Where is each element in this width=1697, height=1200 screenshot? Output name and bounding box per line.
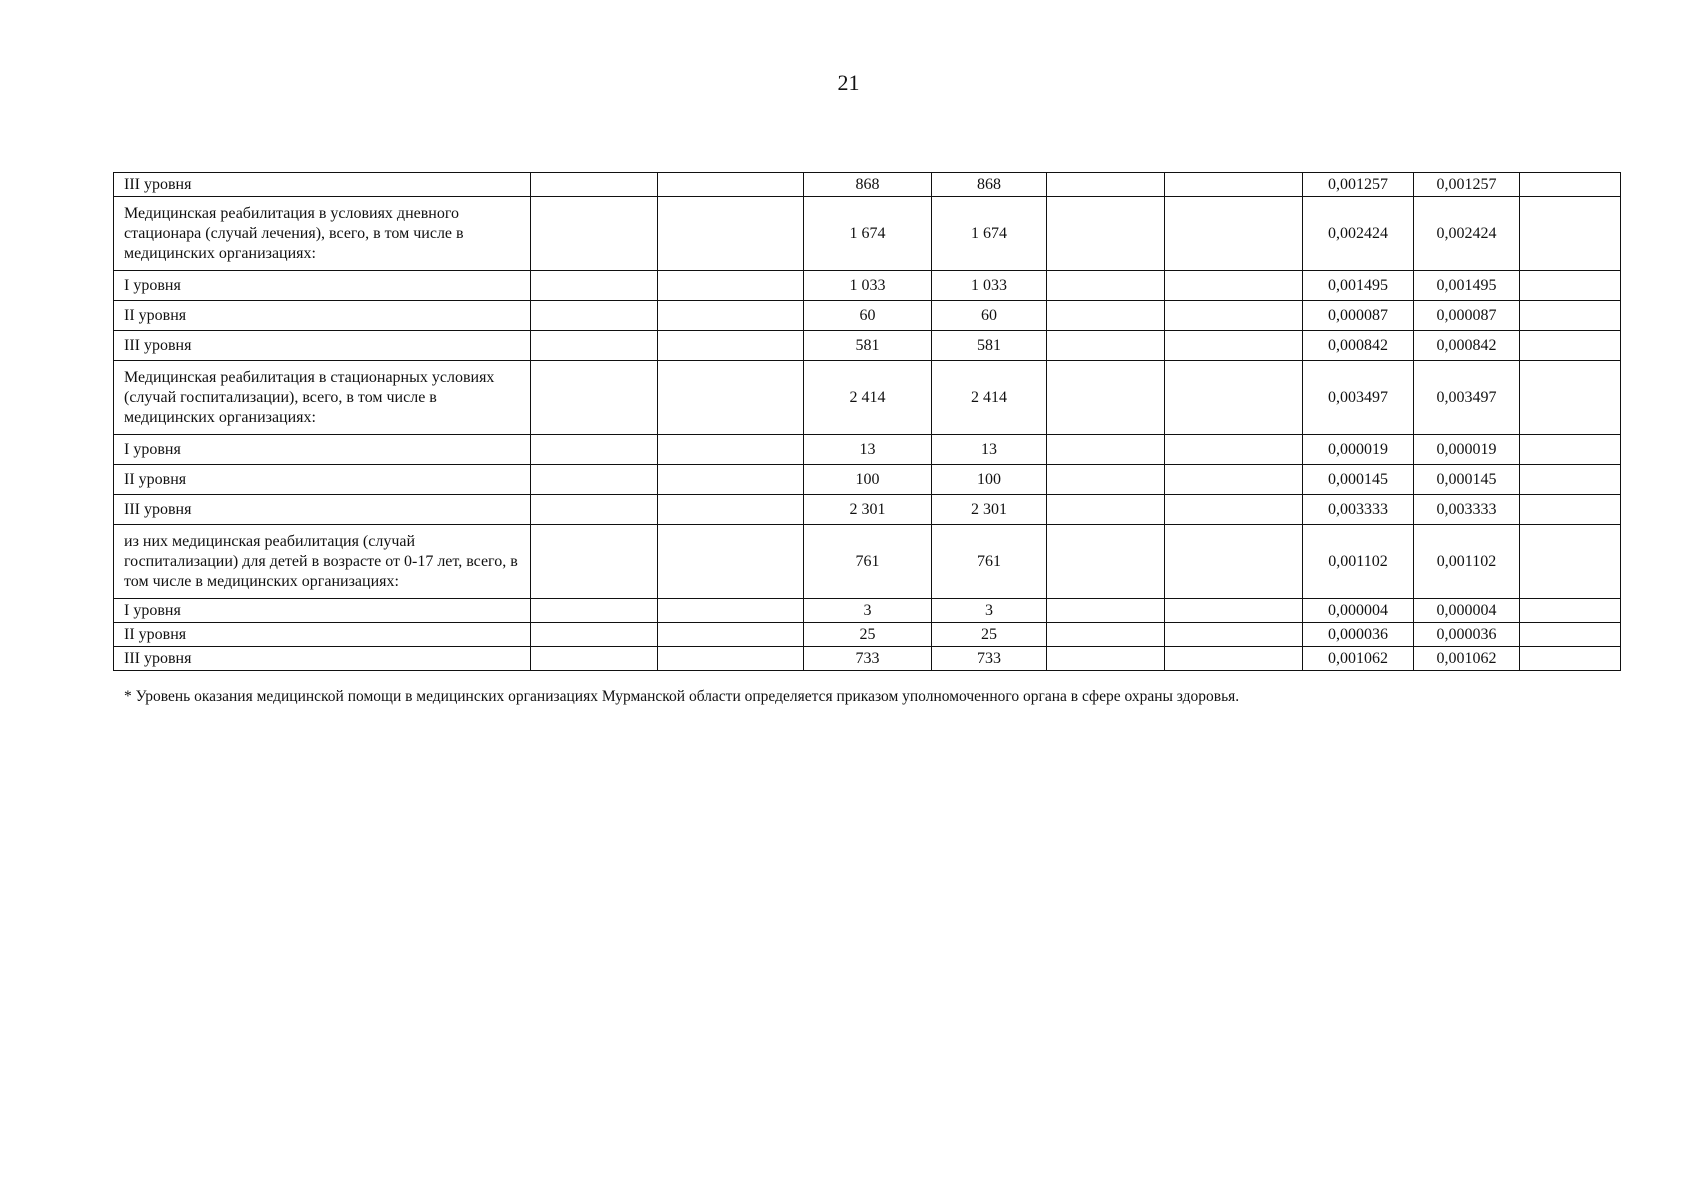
value-cell-4: 60 <box>804 301 932 331</box>
value-cell-5: 761 <box>932 525 1047 599</box>
empty-cell-6 <box>1047 331 1165 361</box>
value-cell-4: 3 <box>804 599 932 623</box>
value-cell-9: 0,000145 <box>1414 465 1520 495</box>
value-cell-9: 0,003333 <box>1414 495 1520 525</box>
empty-cell-10 <box>1520 647 1621 671</box>
empty-cell-6 <box>1047 361 1165 435</box>
empty-cell-3 <box>658 647 804 671</box>
row-label: III уровня <box>114 173 531 197</box>
footnote: * Уровень оказания медицинской помощи в медицинских организациях Мурманской области определяется приказом уполномоченного органа в сфере охраны здоровья. <box>124 688 1240 705</box>
row-label: I уровня <box>114 271 531 301</box>
empty-cell-10 <box>1520 623 1621 647</box>
value-cell-9: 0,003497 <box>1414 361 1520 435</box>
value-cell-5: 60 <box>932 301 1047 331</box>
empty-cell-6 <box>1047 525 1165 599</box>
empty-cell-10 <box>1520 495 1621 525</box>
value-cell-8: 0,000087 <box>1303 301 1414 331</box>
empty-cell-3 <box>658 435 804 465</box>
empty-cell-10 <box>1520 331 1621 361</box>
empty-cell-7 <box>1165 361 1303 435</box>
empty-cell-6 <box>1047 647 1165 671</box>
empty-cell-2 <box>531 173 658 197</box>
empty-cell-7 <box>1165 331 1303 361</box>
value-cell-8: 0,003497 <box>1303 361 1414 435</box>
empty-cell-3 <box>658 197 804 271</box>
row-label: I уровня <box>114 599 531 623</box>
table-row <box>114 271 1621 301</box>
value-cell-4: 100 <box>804 465 932 495</box>
row-label: Медицинская реабилитация в условиях дневного стационара (случай лечения), всего, в том числе в медицинских организациях: <box>114 197 531 271</box>
row-label: III уровня <box>114 647 531 671</box>
empty-cell-6 <box>1047 623 1165 647</box>
value-cell-4: 733 <box>804 647 932 671</box>
empty-cell-7 <box>1165 465 1303 495</box>
value-cell-4: 13 <box>804 435 932 465</box>
table-row <box>114 331 1621 361</box>
row-label: I уровня <box>114 435 531 465</box>
value-cell-8: 0,002424 <box>1303 197 1414 271</box>
empty-cell-10 <box>1520 173 1621 197</box>
value-cell-9: 0,000019 <box>1414 435 1520 465</box>
empty-cell-7 <box>1165 599 1303 623</box>
table-row <box>114 647 1621 671</box>
empty-cell-10 <box>1520 599 1621 623</box>
value-cell-4: 868 <box>804 173 932 197</box>
empty-cell-10 <box>1520 301 1621 331</box>
value-cell-9: 0,001102 <box>1414 525 1520 599</box>
value-cell-8: 0,000145 <box>1303 465 1414 495</box>
value-cell-8: 0,001102 <box>1303 525 1414 599</box>
value-cell-5: 25 <box>932 623 1047 647</box>
table-row <box>114 301 1621 331</box>
empty-cell-2 <box>531 197 658 271</box>
table-row <box>114 525 1621 599</box>
empty-cell-3 <box>658 173 804 197</box>
empty-cell-6 <box>1047 435 1165 465</box>
value-cell-5: 868 <box>932 173 1047 197</box>
value-cell-8: 0,000019 <box>1303 435 1414 465</box>
table-row <box>114 495 1621 525</box>
row-label: III уровня <box>114 495 531 525</box>
empty-cell-10 <box>1520 271 1621 301</box>
value-cell-5: 1 674 <box>932 197 1047 271</box>
empty-cell-6 <box>1047 495 1165 525</box>
row-label: из них медицинская реабилитация (случай госпитализации) для детей в возрасте от 0-17 лет, всего, в том числе в медицинских организациях: <box>114 525 531 599</box>
value-cell-5: 13 <box>932 435 1047 465</box>
value-cell-5: 2 301 <box>932 495 1047 525</box>
empty-cell-3 <box>658 271 804 301</box>
empty-cell-7 <box>1165 197 1303 271</box>
empty-cell-6 <box>1047 301 1165 331</box>
value-cell-8: 0,001062 <box>1303 647 1414 671</box>
table-row <box>114 599 1621 623</box>
empty-cell-7 <box>1165 301 1303 331</box>
empty-cell-3 <box>658 331 804 361</box>
value-cell-4: 2 301 <box>804 495 932 525</box>
value-cell-9: 0,001257 <box>1414 173 1520 197</box>
value-cell-5: 3 <box>932 599 1047 623</box>
data-table <box>113 172 1621 671</box>
empty-cell-6 <box>1047 465 1165 495</box>
value-cell-4: 25 <box>804 623 932 647</box>
empty-cell-7 <box>1165 435 1303 465</box>
value-cell-8: 0,003333 <box>1303 495 1414 525</box>
value-cell-5: 100 <box>932 465 1047 495</box>
empty-cell-6 <box>1047 271 1165 301</box>
empty-cell-7 <box>1165 173 1303 197</box>
value-cell-4: 2 414 <box>804 361 932 435</box>
empty-cell-2 <box>531 647 658 671</box>
value-cell-4: 1 033 <box>804 271 932 301</box>
empty-cell-2 <box>531 599 658 623</box>
value-cell-9: 0,002424 <box>1414 197 1520 271</box>
empty-cell-6 <box>1047 197 1165 271</box>
empty-cell-3 <box>658 623 804 647</box>
empty-cell-2 <box>531 301 658 331</box>
empty-cell-10 <box>1520 435 1621 465</box>
table-body <box>114 173 1621 671</box>
empty-cell-3 <box>658 495 804 525</box>
empty-cell-3 <box>658 361 804 435</box>
empty-cell-10 <box>1520 465 1621 495</box>
value-cell-9: 0,001495 <box>1414 271 1520 301</box>
table-row <box>114 173 1621 197</box>
value-cell-9: 0,000036 <box>1414 623 1520 647</box>
row-label: II уровня <box>114 465 531 495</box>
empty-cell-2 <box>531 495 658 525</box>
value-cell-5: 2 414 <box>932 361 1047 435</box>
empty-cell-6 <box>1047 173 1165 197</box>
empty-cell-7 <box>1165 525 1303 599</box>
value-cell-8: 0,000004 <box>1303 599 1414 623</box>
value-cell-9: 0,000004 <box>1414 599 1520 623</box>
row-label: III уровня <box>114 331 531 361</box>
table-row <box>114 435 1621 465</box>
value-cell-5: 733 <box>932 647 1047 671</box>
row-label: Медицинская реабилитация в стационарных условиях (случай госпитализации), всего, в том числе в медицинских организациях: <box>114 361 531 435</box>
value-cell-4: 761 <box>804 525 932 599</box>
value-cell-8: 0,000842 <box>1303 331 1414 361</box>
empty-cell-7 <box>1165 495 1303 525</box>
value-cell-5: 1 033 <box>932 271 1047 301</box>
empty-cell-7 <box>1165 647 1303 671</box>
empty-cell-2 <box>531 465 658 495</box>
empty-cell-7 <box>1165 623 1303 647</box>
row-label: II уровня <box>114 623 531 647</box>
empty-cell-10 <box>1520 525 1621 599</box>
value-cell-9: 0,000087 <box>1414 301 1520 331</box>
empty-cell-2 <box>531 435 658 465</box>
empty-cell-3 <box>658 599 804 623</box>
value-cell-8: 0,001495 <box>1303 271 1414 301</box>
page-number: 21 <box>837 70 860 95</box>
table-row <box>114 197 1621 271</box>
empty-cell-2 <box>531 271 658 301</box>
value-cell-9: 0,001062 <box>1414 647 1520 671</box>
value-cell-5: 581 <box>932 331 1047 361</box>
value-cell-4: 581 <box>804 331 932 361</box>
table-row <box>114 465 1621 495</box>
table-row <box>114 623 1621 647</box>
empty-cell-3 <box>658 301 804 331</box>
value-cell-4: 1 674 <box>804 197 932 271</box>
empty-cell-3 <box>658 525 804 599</box>
table-row <box>114 361 1621 435</box>
empty-cell-2 <box>531 361 658 435</box>
value-cell-9: 0,000842 <box>1414 331 1520 361</box>
value-cell-8: 0,001257 <box>1303 173 1414 197</box>
row-label: II уровня <box>114 301 531 331</box>
value-cell-8: 0,000036 <box>1303 623 1414 647</box>
empty-cell-6 <box>1047 599 1165 623</box>
empty-cell-10 <box>1520 361 1621 435</box>
empty-cell-2 <box>531 623 658 647</box>
empty-cell-2 <box>531 525 658 599</box>
empty-cell-7 <box>1165 271 1303 301</box>
empty-cell-2 <box>531 331 658 361</box>
empty-cell-10 <box>1520 197 1621 271</box>
empty-cell-3 <box>658 465 804 495</box>
